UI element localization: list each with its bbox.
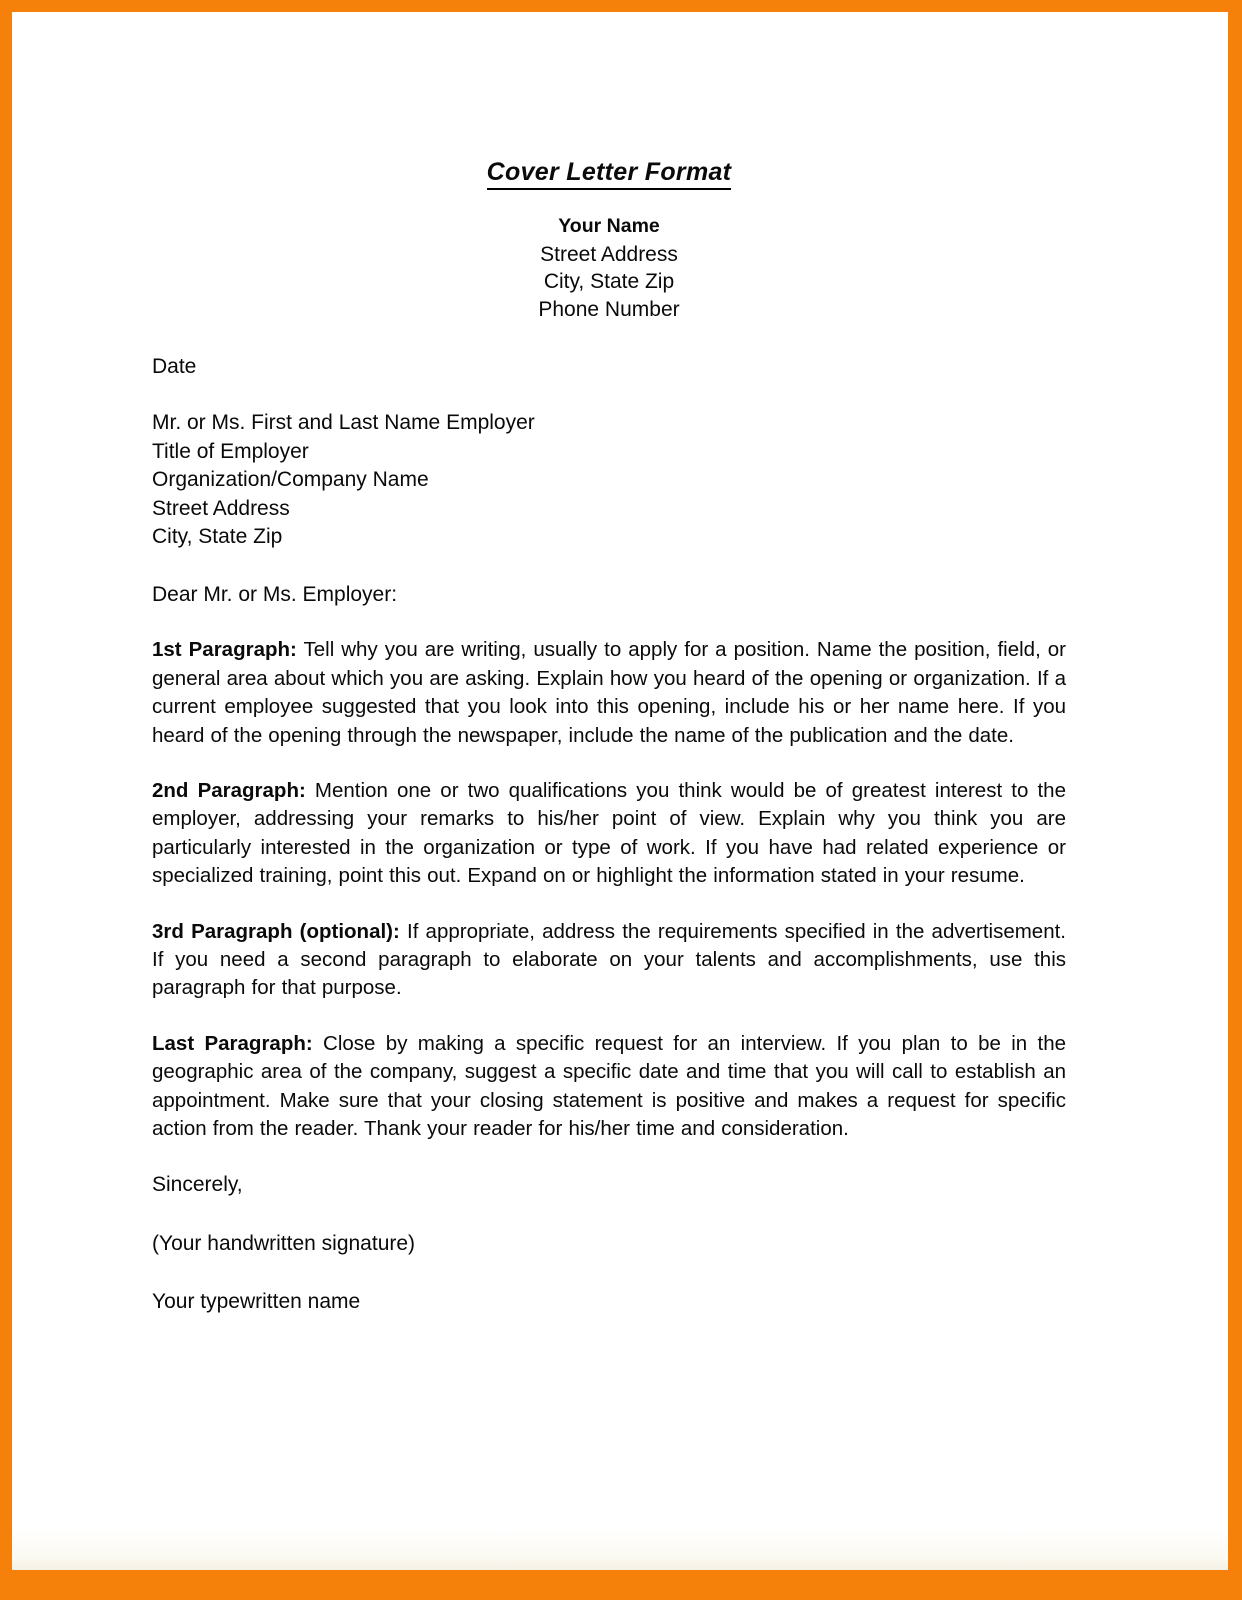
page-title	[152, 12, 1066, 187]
paragraph-second-text: Mention one or two qualifications you think would be of greatest interest to the employer, addressing your remarks to his/her point of view. Explain why you think you are particularly interested in the organization or type of work. If you have had related experience or specialized training, point this out. Expand on or highlight the information stated in your resume.	[152, 778, 1066, 888]
sender-street: Street Address	[540, 242, 678, 266]
letter-page	[12, 12, 1228, 1570]
paragraph-last	[152, 1030, 1066, 1144]
paragraph-third	[152, 918, 1066, 1003]
salutation-line: Dear Mr. or Ms. Employer:	[152, 582, 398, 606]
recipient-street: Street Address	[152, 496, 290, 520]
sender-name: Your Name	[558, 215, 660, 237]
paragraph-first-text: Tell why you are writing, usually to apply for a position. Name the position, field, or general area about which you are asking. Explain how you heard of the opening or organization. If a current employee suggested that you look into this opening, include his or her name here. If you heard of the opening through the newspaper, include the name of the publication and the date.	[152, 638, 1066, 747]
paragraph-third-lead: 3rd Paragraph (optional):	[152, 919, 400, 943]
paragraph-last-text: Close by making a specific request for an interview. If you plan to be in the geographic area of the company, suggest a specific date and time that you will call to establish an appointment. Make sure that your closing statement is positive and makes a request for specific action from the reader. Thank your reader for his/her time and consideration.	[152, 1031, 1066, 1140]
recipient-city-state-zip: City, State Zip	[152, 525, 283, 549]
date-line: Date	[152, 355, 197, 378]
paragraph-first-lead: 1st Paragraph:	[152, 638, 297, 662]
recipient-organization: Organization/Company Name	[152, 468, 429, 492]
closing-signature-placeholder: (Your handwritten signature)	[152, 1231, 416, 1255]
paragraph-third-text: If appropriate, address the requirements specified in the advertisement. If you need a second paragraph to elaborate on your talents and accomplishments, use this paragraph for that purpose.	[152, 919, 1066, 1000]
sender-city-state-zip: City, State Zip	[543, 270, 675, 293]
recipient-address-block	[152, 409, 1066, 552]
recipient-title: Title of Employer	[152, 439, 309, 463]
recipient-name: Mr. or Ms. First and Last Name Employer	[152, 411, 535, 435]
closing-typed-name: Your typewritten name	[152, 1290, 361, 1314]
sender-phone: Phone Number	[538, 297, 680, 321]
sender-address-block	[152, 213, 1066, 323]
closing-sincerely: Sincerely,	[152, 1173, 243, 1197]
letter-content	[152, 12, 1066, 1317]
paragraph-second	[152, 777, 1066, 891]
page-title-text: Cover Letter Format	[487, 158, 732, 190]
paragraph-first	[152, 636, 1066, 750]
paragraph-second-lead: 2nd Paragraph:	[152, 778, 306, 802]
paragraph-last-lead: Last Paragraph:	[152, 1031, 313, 1055]
